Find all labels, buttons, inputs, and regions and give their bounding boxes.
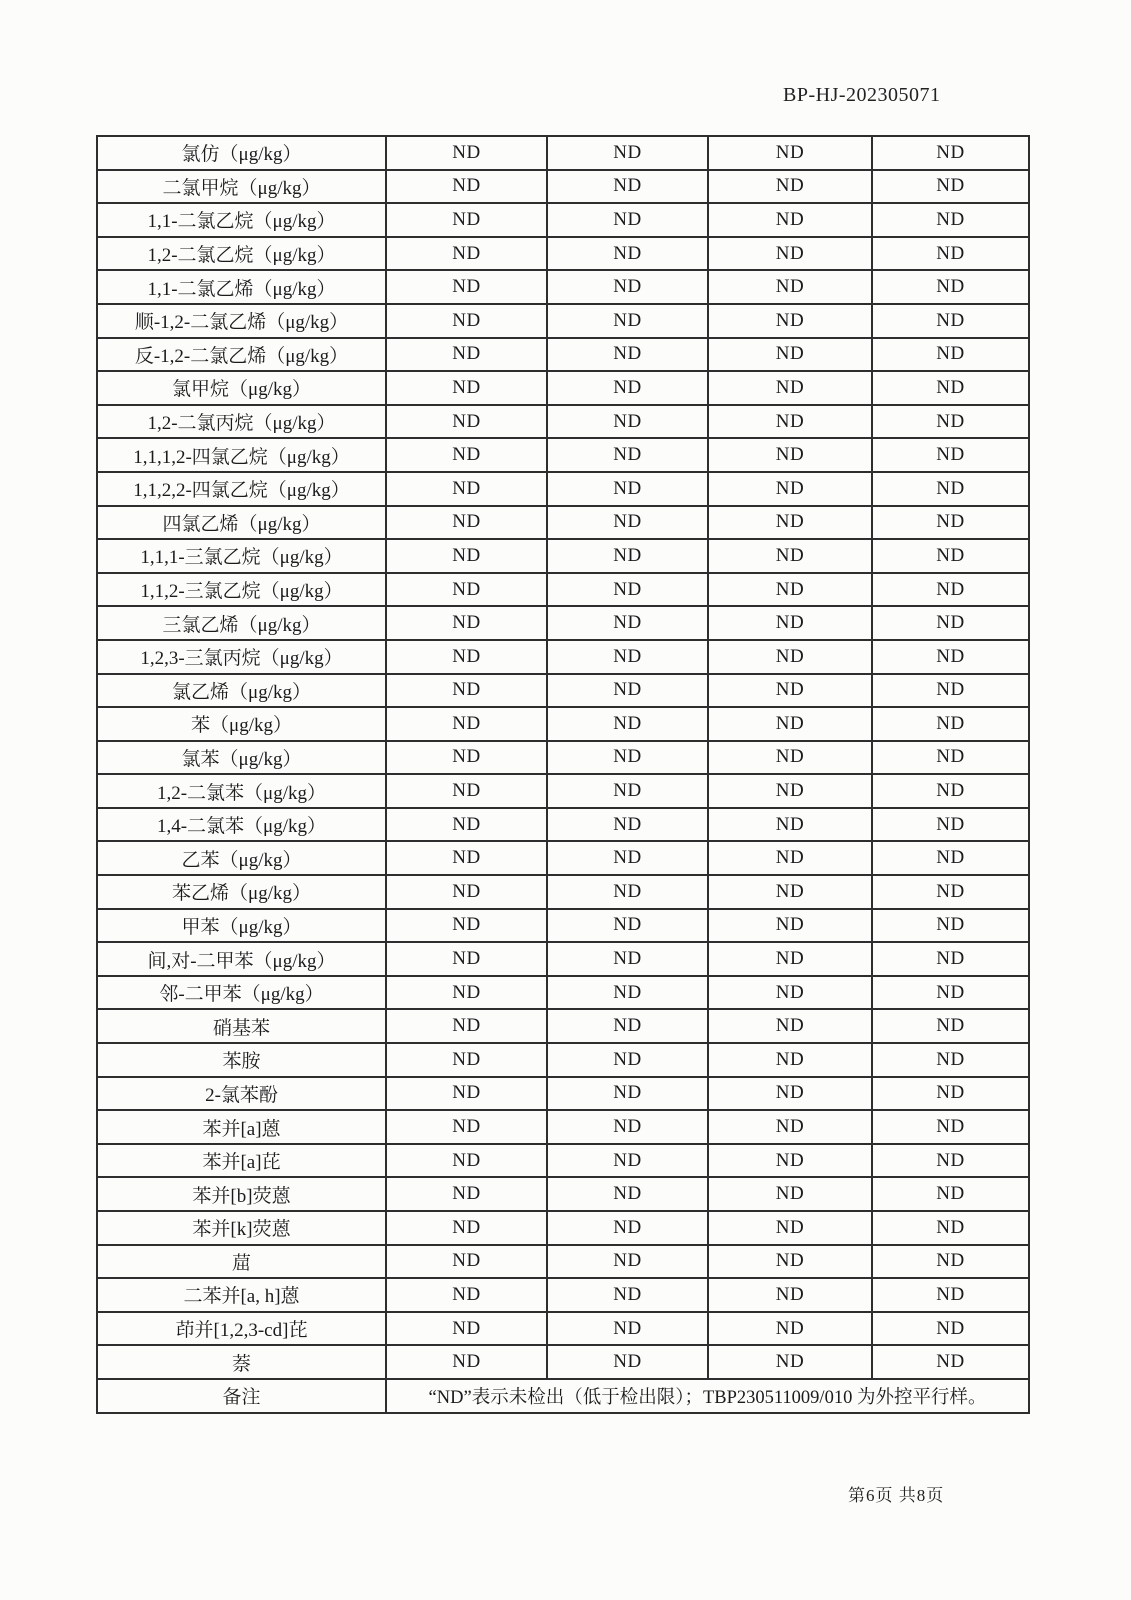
result-value: ND	[547, 1312, 708, 1346]
table-row	[97, 1144, 1029, 1178]
analyte-label: 苯并[a]蒽	[97, 1110, 386, 1144]
result-value: ND	[708, 640, 872, 674]
analyte-label: 硝基苯	[97, 1009, 386, 1043]
result-value: ND	[386, 1278, 547, 1312]
result-value: ND	[872, 976, 1029, 1010]
analyte-label: 苯并[a]芘	[97, 1144, 386, 1178]
result-value: ND	[547, 976, 708, 1010]
result-value: ND	[386, 371, 547, 405]
analyte-label: 1,1,2-三氯乙烷（μg/kg）	[97, 573, 386, 607]
result-value: ND	[386, 640, 547, 674]
analyte-label: 乙苯（μg/kg）	[97, 841, 386, 875]
result-value: ND	[547, 136, 708, 170]
result-value: ND	[547, 1245, 708, 1279]
table-row	[97, 1077, 1029, 1111]
result-value: ND	[386, 875, 547, 909]
table-row	[97, 1043, 1029, 1077]
result-value: ND	[547, 237, 708, 271]
result-value: ND	[547, 841, 708, 875]
result-value: ND	[386, 1211, 547, 1245]
result-value: ND	[872, 1110, 1029, 1144]
result-value: ND	[386, 1144, 547, 1178]
result-value: ND	[547, 1211, 708, 1245]
remark-row	[97, 1379, 1029, 1413]
result-value: ND	[708, 472, 872, 506]
table-row	[97, 1110, 1029, 1144]
remark-label: 备注	[97, 1379, 386, 1413]
table-row	[97, 875, 1029, 909]
result-value: ND	[386, 942, 547, 976]
result-value: ND	[708, 170, 872, 204]
table-row	[97, 371, 1029, 405]
analyte-label: 2-氯苯酚	[97, 1077, 386, 1111]
result-value: ND	[872, 203, 1029, 237]
table-row	[97, 674, 1029, 708]
result-value: ND	[708, 405, 872, 439]
analyte-label: 四氯乙烯（μg/kg）	[97, 506, 386, 540]
result-value: ND	[386, 841, 547, 875]
table-row	[97, 338, 1029, 372]
result-value: ND	[872, 808, 1029, 842]
result-value: ND	[708, 539, 872, 573]
table-row	[97, 1177, 1029, 1211]
result-value: ND	[547, 875, 708, 909]
result-value: ND	[708, 1144, 872, 1178]
result-value: ND	[547, 203, 708, 237]
result-value: ND	[386, 1009, 547, 1043]
analyte-label: 二氯甲烷（μg/kg）	[97, 170, 386, 204]
analyte-label: 苯（μg/kg）	[97, 707, 386, 741]
result-value: ND	[708, 875, 872, 909]
result-value: ND	[547, 1110, 708, 1144]
result-value: ND	[386, 438, 547, 472]
table-row	[97, 942, 1029, 976]
result-value: ND	[708, 203, 872, 237]
table-row	[97, 237, 1029, 271]
analyte-label: 1,2-二氯苯（μg/kg）	[97, 774, 386, 808]
result-value: ND	[547, 1177, 708, 1211]
table-row	[97, 909, 1029, 943]
analyte-label: 1,2,3-三氯丙烷（μg/kg）	[97, 640, 386, 674]
analyte-label: 反-1,2-二氯乙烯（μg/kg）	[97, 338, 386, 372]
table-row	[97, 203, 1029, 237]
result-value: ND	[386, 808, 547, 842]
result-value: ND	[872, 170, 1029, 204]
result-value: ND	[708, 1245, 872, 1279]
result-value: ND	[708, 1278, 872, 1312]
analyte-label: 甲苯（μg/kg）	[97, 909, 386, 943]
table-row	[97, 539, 1029, 573]
result-value: ND	[386, 1110, 547, 1144]
table-row	[97, 808, 1029, 842]
results-table-body	[97, 136, 1029, 1413]
result-value: ND	[708, 841, 872, 875]
result-value: ND	[872, 237, 1029, 271]
analyte-label: 1,1,2,2-四氯乙烷（μg/kg）	[97, 472, 386, 506]
result-value: ND	[386, 170, 547, 204]
result-value: ND	[386, 304, 547, 338]
result-value: ND	[708, 808, 872, 842]
result-value: ND	[872, 1312, 1029, 1346]
result-value: ND	[386, 539, 547, 573]
result-value: ND	[708, 1009, 872, 1043]
result-value: ND	[547, 170, 708, 204]
result-value: ND	[708, 741, 872, 775]
result-value: ND	[872, 1144, 1029, 1178]
result-value: ND	[547, 1144, 708, 1178]
result-value: ND	[547, 808, 708, 842]
result-value: ND	[872, 472, 1029, 506]
result-value: ND	[547, 506, 708, 540]
result-value: ND	[872, 1177, 1029, 1211]
analyte-label: 苯并[k]荧蒽	[97, 1211, 386, 1245]
result-value: ND	[386, 237, 547, 271]
table-row	[97, 304, 1029, 338]
result-value: ND	[386, 606, 547, 640]
table-row	[97, 1009, 1029, 1043]
result-value: ND	[872, 539, 1029, 573]
result-value: ND	[386, 1043, 547, 1077]
result-value: ND	[386, 203, 547, 237]
table-row	[97, 170, 1029, 204]
result-value: ND	[872, 1345, 1029, 1379]
result-value: ND	[547, 1077, 708, 1111]
result-value: ND	[872, 774, 1029, 808]
analyte-label: 氯苯（μg/kg）	[97, 741, 386, 775]
result-value: ND	[872, 1077, 1029, 1111]
table-row	[97, 1345, 1029, 1379]
analyte-label: 1,1,1-三氯乙烷（μg/kg）	[97, 539, 386, 573]
result-value: ND	[547, 774, 708, 808]
result-value: ND	[386, 338, 547, 372]
analyte-label: 苯胺	[97, 1043, 386, 1077]
table-row	[97, 976, 1029, 1010]
result-value: ND	[708, 438, 872, 472]
result-value: ND	[708, 506, 872, 540]
result-value: ND	[872, 841, 1029, 875]
table-row	[97, 136, 1029, 170]
result-value: ND	[872, 674, 1029, 708]
result-value: ND	[386, 472, 547, 506]
result-value: ND	[872, 136, 1029, 170]
result-value: ND	[386, 1245, 547, 1279]
result-value: ND	[547, 1043, 708, 1077]
analyte-label: 1,1-二氯乙烷（μg/kg）	[97, 203, 386, 237]
result-value: ND	[547, 472, 708, 506]
analyte-label: 三氯乙烯（μg/kg）	[97, 606, 386, 640]
table-row	[97, 506, 1029, 540]
analyte-label: 1,2-二氯乙烷（μg/kg）	[97, 237, 386, 271]
result-value: ND	[547, 909, 708, 943]
table-row	[97, 270, 1029, 304]
result-value: ND	[872, 1278, 1029, 1312]
result-value: ND	[708, 942, 872, 976]
result-value: ND	[872, 606, 1029, 640]
result-value: ND	[386, 1312, 547, 1346]
result-value: ND	[872, 405, 1029, 439]
result-value: ND	[386, 136, 547, 170]
table-row	[97, 1211, 1029, 1245]
result-value: ND	[872, 371, 1029, 405]
table-row	[97, 1278, 1029, 1312]
result-value: ND	[547, 1009, 708, 1043]
remark-text: “ND”表示未检出（低于检出限）；TBP230511009/010 为外控平行样。	[386, 1379, 1029, 1413]
result-value: ND	[872, 1245, 1029, 1279]
table-row	[97, 405, 1029, 439]
result-value: ND	[386, 506, 547, 540]
result-value: ND	[872, 1211, 1029, 1245]
analyte-label: 1,2-二氯丙烷（μg/kg）	[97, 405, 386, 439]
result-value: ND	[708, 1312, 872, 1346]
analyte-label: 苯并[b]荧蒽	[97, 1177, 386, 1211]
result-value: ND	[708, 1110, 872, 1144]
result-value: ND	[708, 976, 872, 1010]
result-value: ND	[708, 338, 872, 372]
analyte-label: 氯乙烯（μg/kg）	[97, 674, 386, 708]
result-value: ND	[386, 976, 547, 1010]
analyte-label: 1,1,1,2-四氯乙烷（μg/kg）	[97, 438, 386, 472]
analyte-label: 萘	[97, 1345, 386, 1379]
result-value: ND	[708, 573, 872, 607]
result-value: ND	[872, 875, 1029, 909]
result-value: ND	[386, 1077, 547, 1111]
table-row	[97, 438, 1029, 472]
result-value: ND	[872, 1009, 1029, 1043]
result-value: ND	[872, 506, 1029, 540]
analyte-label: 邻-二甲苯（μg/kg）	[97, 976, 386, 1010]
result-value: ND	[547, 438, 708, 472]
result-value: ND	[708, 774, 872, 808]
result-value: ND	[547, 674, 708, 708]
analyte-label: 间,对-二甲苯（μg/kg）	[97, 942, 386, 976]
result-value: ND	[386, 707, 547, 741]
analyte-label: 茚并[1,2,3-cd]芘	[97, 1312, 386, 1346]
result-value: ND	[708, 371, 872, 405]
result-value: ND	[708, 1211, 872, 1245]
result-value: ND	[386, 573, 547, 607]
result-value: ND	[708, 1177, 872, 1211]
result-value: ND	[386, 741, 547, 775]
result-value: ND	[872, 338, 1029, 372]
result-value: ND	[708, 136, 872, 170]
result-value: ND	[547, 371, 708, 405]
result-value: ND	[872, 438, 1029, 472]
result-value: ND	[547, 606, 708, 640]
result-value: ND	[386, 774, 547, 808]
result-value: ND	[708, 237, 872, 271]
analyte-label: 䓛	[97, 1245, 386, 1279]
result-value: ND	[547, 270, 708, 304]
table-row	[97, 741, 1029, 775]
result-value: ND	[872, 304, 1029, 338]
result-value: ND	[872, 741, 1029, 775]
analyte-label: 氯甲烷（μg/kg）	[97, 371, 386, 405]
report-code: BP-HJ-202305071	[783, 84, 941, 106]
result-value: ND	[708, 1077, 872, 1111]
result-value: ND	[386, 270, 547, 304]
result-value: ND	[872, 909, 1029, 943]
result-value: ND	[872, 573, 1029, 607]
result-value: ND	[708, 1345, 872, 1379]
result-value: ND	[872, 1043, 1029, 1077]
result-value: ND	[872, 707, 1029, 741]
results-table	[96, 135, 1030, 1414]
result-value: ND	[547, 1278, 708, 1312]
result-value: ND	[547, 405, 708, 439]
result-value: ND	[872, 942, 1029, 976]
result-value: ND	[386, 405, 547, 439]
table-row	[97, 707, 1029, 741]
table-row	[97, 606, 1029, 640]
result-value: ND	[708, 606, 872, 640]
result-value: ND	[547, 304, 708, 338]
analyte-label: 顺-1,2-二氯乙烯（μg/kg）	[97, 304, 386, 338]
result-value: ND	[708, 1043, 872, 1077]
table-row	[97, 573, 1029, 607]
result-value: ND	[386, 1177, 547, 1211]
result-value: ND	[547, 640, 708, 674]
result-value: ND	[547, 741, 708, 775]
analyte-label: 1,4-二氯苯（μg/kg）	[97, 808, 386, 842]
page-number: 第6页 共8页	[848, 1486, 945, 1505]
result-value: ND	[547, 539, 708, 573]
result-value: ND	[708, 674, 872, 708]
result-value: ND	[708, 909, 872, 943]
result-value: ND	[386, 1345, 547, 1379]
result-value: ND	[547, 1345, 708, 1379]
result-value: ND	[547, 942, 708, 976]
result-value: ND	[386, 909, 547, 943]
table-row	[97, 774, 1029, 808]
result-value: ND	[386, 674, 547, 708]
result-value: ND	[872, 270, 1029, 304]
table-row	[97, 1245, 1029, 1279]
result-value: ND	[708, 270, 872, 304]
table-row	[97, 640, 1029, 674]
analyte-label: 二苯并[a, h]蒽	[97, 1278, 386, 1312]
result-value: ND	[547, 338, 708, 372]
result-value: ND	[547, 707, 708, 741]
table-row	[97, 472, 1029, 506]
result-value: ND	[708, 707, 872, 741]
table-row	[97, 841, 1029, 875]
result-value: ND	[872, 640, 1029, 674]
table-row	[97, 1312, 1029, 1346]
result-value: ND	[547, 573, 708, 607]
analyte-label: 氯仿（μg/kg）	[97, 136, 386, 170]
analyte-label: 1,1-二氯乙烯（μg/kg）	[97, 270, 386, 304]
result-value: ND	[708, 304, 872, 338]
analyte-label: 苯乙烯（μg/kg）	[97, 875, 386, 909]
